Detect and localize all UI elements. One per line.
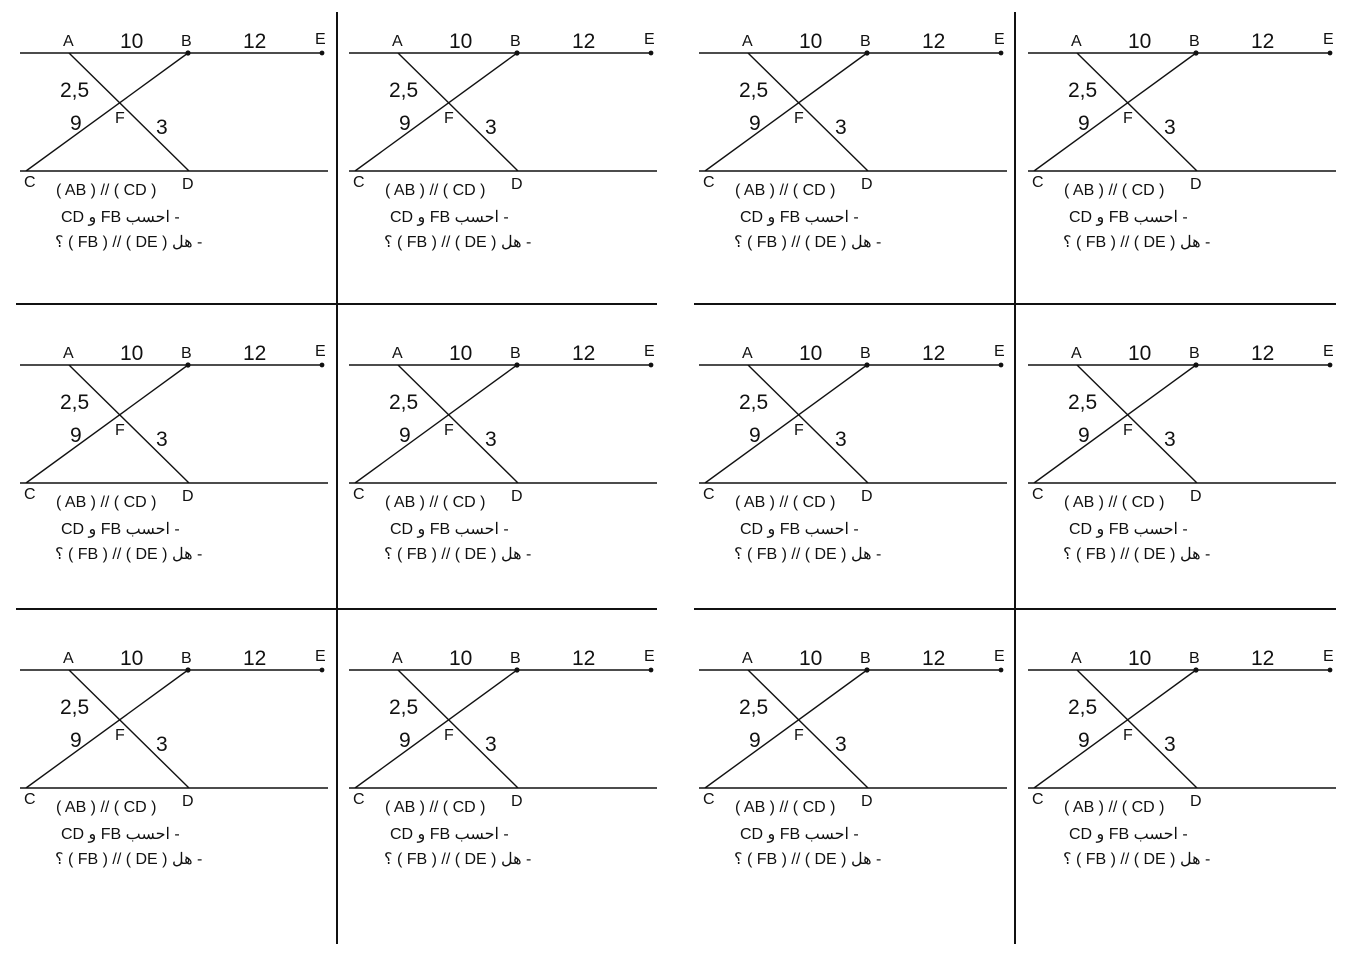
label-point-a: A — [63, 33, 74, 50]
point-b-dot — [514, 50, 519, 55]
label-point-a: A — [1071, 345, 1082, 362]
exercise-card-r2-c2 — [347, 312, 676, 612]
length-cf: 9 — [399, 424, 411, 447]
point-b-dot — [185, 667, 190, 672]
point-b-dot — [185, 362, 190, 367]
segment-ad — [398, 53, 518, 171]
given-parallel: ( AB ) // ( CD ) — [385, 494, 486, 511]
point-e-dot — [320, 668, 325, 673]
label-point-d: D — [182, 176, 194, 193]
label-point-d: D — [1190, 793, 1202, 810]
label-point-f: F — [444, 110, 454, 127]
exercise-card-r1-c3 — [697, 0, 1026, 300]
label-point-f: F — [115, 422, 125, 439]
question-compute: - احسب FB و CD — [390, 826, 509, 843]
given-parallel: ( AB ) // ( CD ) — [735, 494, 836, 511]
length-be: 12 — [572, 647, 596, 670]
point-e-dot — [320, 363, 325, 368]
label-point-a: A — [742, 345, 753, 362]
given-parallel: ( AB ) // ( CD ) — [735, 799, 836, 816]
question-compute: - احسب FB و CD — [1069, 209, 1188, 226]
segment-cb — [1034, 365, 1196, 483]
label-point-b: B — [860, 345, 871, 362]
segment-cb — [355, 53, 517, 171]
label-point-d: D — [1190, 176, 1202, 193]
segment-ad — [1077, 365, 1197, 483]
segment-cb — [705, 53, 867, 171]
length-af: 2,5 — [389, 696, 419, 719]
length-be: 12 — [572, 30, 596, 53]
label-point-c: C — [1032, 174, 1044, 191]
label-point-c: C — [24, 791, 36, 808]
label-point-a: A — [392, 33, 403, 50]
point-b-dot — [514, 667, 519, 672]
exercise-card-r2-c1 — [18, 312, 347, 612]
length-ab: 10 — [799, 647, 823, 670]
label-point-a: A — [742, 33, 753, 50]
label-point-a: A — [63, 650, 74, 667]
length-ab: 10 — [120, 30, 144, 53]
segment-ad — [748, 53, 868, 171]
question-compute: - احسب FB و CD — [61, 209, 180, 226]
segment-cb — [26, 365, 188, 483]
label-point-a: A — [63, 345, 74, 362]
length-af: 2,5 — [739, 391, 769, 414]
segment-ad — [69, 670, 189, 788]
label-point-a: A — [392, 650, 403, 667]
length-af: 2,5 — [739, 696, 769, 719]
length-cf: 9 — [1078, 424, 1090, 447]
point-b-dot — [864, 362, 869, 367]
label-point-f: F — [794, 110, 804, 127]
length-cf: 9 — [70, 729, 82, 752]
given-parallel: ( AB ) // ( CD ) — [56, 494, 157, 511]
question-parallel: - هل ( DE ) // ( FB ) ؟ — [1063, 546, 1211, 563]
exercise-card-r2-c4 — [1026, 312, 1355, 612]
length-cf: 9 — [399, 729, 411, 752]
given-parallel: ( AB ) // ( CD ) — [385, 799, 486, 816]
label-point-e: E — [644, 343, 655, 360]
label-point-d: D — [182, 793, 194, 810]
point-b-dot — [1193, 50, 1198, 55]
given-parallel: ( AB ) // ( CD ) — [1064, 494, 1165, 511]
question-compute: - احسب FB و CD — [740, 826, 859, 843]
question-parallel: - هل ( DE ) // ( FB ) ؟ — [734, 546, 882, 563]
segment-ad — [748, 670, 868, 788]
length-ab: 10 — [799, 342, 823, 365]
length-fd: 3 — [156, 116, 168, 139]
length-be: 12 — [243, 647, 267, 670]
label-point-b: B — [510, 345, 521, 362]
label-point-d: D — [861, 176, 873, 193]
label-point-f: F — [444, 422, 454, 439]
length-be: 12 — [1251, 30, 1275, 53]
length-af: 2,5 — [1068, 696, 1098, 719]
length-ab: 10 — [449, 342, 473, 365]
label-point-d: D — [861, 793, 873, 810]
length-cf: 9 — [399, 112, 411, 135]
question-compute: - احسب FB و CD — [1069, 521, 1188, 538]
label-point-f: F — [444, 727, 454, 744]
length-cf: 9 — [70, 424, 82, 447]
length-cf: 9 — [749, 112, 761, 135]
label-point-e: E — [994, 343, 1005, 360]
label-point-e: E — [315, 343, 326, 360]
given-parallel: ( AB ) // ( CD ) — [385, 182, 486, 199]
label-point-c: C — [1032, 791, 1044, 808]
length-ab: 10 — [1128, 647, 1152, 670]
question-compute: - احسب FB و CD — [1069, 826, 1188, 843]
length-cf: 9 — [749, 729, 761, 752]
label-point-b: B — [181, 345, 192, 362]
length-af: 2,5 — [1068, 79, 1098, 102]
segment-cb — [705, 670, 867, 788]
segment-cb — [355, 670, 517, 788]
length-fd: 3 — [156, 428, 168, 451]
point-b-dot — [185, 50, 190, 55]
length-fd: 3 — [835, 116, 847, 139]
length-cf: 9 — [749, 424, 761, 447]
label-point-b: B — [510, 650, 521, 667]
label-point-f: F — [1123, 422, 1133, 439]
point-b-dot — [1193, 362, 1198, 367]
length-af: 2,5 — [389, 79, 419, 102]
length-ab: 10 — [1128, 342, 1152, 365]
label-point-e: E — [644, 31, 655, 48]
length-af: 2,5 — [739, 79, 769, 102]
point-b-dot — [864, 667, 869, 672]
label-point-e: E — [994, 648, 1005, 665]
exercise-card-r3-c4 — [1026, 617, 1355, 917]
question-parallel: - هل ( DE ) // ( FB ) ؟ — [734, 851, 882, 868]
length-ab: 10 — [120, 342, 144, 365]
question-parallel: - هل ( DE ) // ( FB ) ؟ — [384, 851, 532, 868]
point-e-dot — [999, 363, 1004, 368]
point-b-dot — [1193, 667, 1198, 672]
label-point-a: A — [1071, 650, 1082, 667]
label-point-f: F — [1123, 110, 1133, 127]
label-point-c: C — [353, 486, 365, 503]
label-point-c: C — [353, 791, 365, 808]
length-af: 2,5 — [60, 391, 90, 414]
length-af: 2,5 — [389, 391, 419, 414]
label-point-d: D — [1190, 488, 1202, 505]
question-parallel: - هل ( DE ) // ( FB ) ؟ — [384, 234, 532, 251]
exercise-card-r1-c1 — [18, 0, 347, 300]
label-point-e: E — [644, 648, 655, 665]
point-e-dot — [1328, 668, 1333, 673]
point-e-dot — [999, 51, 1004, 56]
length-fd: 3 — [485, 733, 497, 756]
segment-cb — [26, 53, 188, 171]
label-point-d: D — [861, 488, 873, 505]
point-e-dot — [999, 668, 1004, 673]
exercise-card-r2-c3 — [697, 312, 1026, 612]
label-point-f: F — [115, 110, 125, 127]
question-parallel: - هل ( DE ) // ( FB ) ؟ — [1063, 234, 1211, 251]
length-be: 12 — [572, 342, 596, 365]
length-ab: 10 — [449, 647, 473, 670]
point-b-dot — [864, 50, 869, 55]
segment-cb — [1034, 53, 1196, 171]
label-point-f: F — [794, 422, 804, 439]
label-point-d: D — [511, 793, 523, 810]
segment-ad — [398, 365, 518, 483]
label-point-e: E — [1323, 31, 1334, 48]
point-e-dot — [649, 668, 654, 673]
length-cf: 9 — [70, 112, 82, 135]
label-point-b: B — [1189, 345, 1200, 362]
label-point-b: B — [1189, 33, 1200, 50]
segment-ad — [398, 670, 518, 788]
segment-cb — [1034, 670, 1196, 788]
exercise-card-r3-c3 — [697, 617, 1026, 917]
length-fd: 3 — [835, 733, 847, 756]
label-point-d: D — [511, 488, 523, 505]
length-be: 12 — [922, 647, 946, 670]
label-point-c: C — [703, 174, 715, 191]
segment-ad — [1077, 670, 1197, 788]
question-parallel: - هل ( DE ) // ( FB ) ؟ — [384, 546, 532, 563]
label-point-b: B — [181, 33, 192, 50]
label-point-c: C — [24, 486, 36, 503]
length-fd: 3 — [156, 733, 168, 756]
exercise-card-r3-c2 — [347, 617, 676, 917]
given-parallel: ( AB ) // ( CD ) — [1064, 799, 1165, 816]
length-be: 12 — [243, 342, 267, 365]
point-e-dot — [1328, 51, 1333, 56]
label-point-c: C — [1032, 486, 1044, 503]
question-compute: - احسب FB و CD — [740, 521, 859, 538]
length-be: 12 — [922, 30, 946, 53]
label-point-b: B — [860, 33, 871, 50]
segment-cb — [26, 670, 188, 788]
label-point-e: E — [1323, 648, 1334, 665]
label-point-b: B — [860, 650, 871, 667]
question-parallel: - هل ( DE ) // ( FB ) ؟ — [734, 234, 882, 251]
given-parallel: ( AB ) // ( CD ) — [56, 182, 157, 199]
label-point-e: E — [315, 31, 326, 48]
label-point-c: C — [703, 791, 715, 808]
label-point-c: C — [353, 174, 365, 191]
segment-ad — [69, 365, 189, 483]
label-point-b: B — [1189, 650, 1200, 667]
length-af: 2,5 — [60, 696, 90, 719]
given-parallel: ( AB ) // ( CD ) — [56, 799, 157, 816]
label-point-d: D — [182, 488, 194, 505]
segment-ad — [748, 365, 868, 483]
question-compute: - احسب FB و CD — [61, 521, 180, 538]
segment-ad — [1077, 53, 1197, 171]
question-parallel: - هل ( DE ) // ( FB ) ؟ — [55, 546, 203, 563]
length-fd: 3 — [1164, 733, 1176, 756]
length-ab: 10 — [120, 647, 144, 670]
length-fd: 3 — [1164, 116, 1176, 139]
point-b-dot — [514, 362, 519, 367]
length-be: 12 — [243, 30, 267, 53]
label-point-c: C — [703, 486, 715, 503]
point-e-dot — [1328, 363, 1333, 368]
label-point-a: A — [1071, 33, 1082, 50]
length-ab: 10 — [449, 30, 473, 53]
question-compute: - احسب FB و CD — [740, 209, 859, 226]
length-af: 2,5 — [1068, 391, 1098, 414]
question-parallel: - هل ( DE ) // ( FB ) ؟ — [55, 851, 203, 868]
point-e-dot — [649, 363, 654, 368]
exercise-card-r1-c4 — [1026, 0, 1355, 300]
label-point-b: B — [181, 650, 192, 667]
given-parallel: ( AB ) // ( CD ) — [1064, 182, 1165, 199]
label-point-c: C — [24, 174, 36, 191]
given-parallel: ( AB ) // ( CD ) — [735, 182, 836, 199]
length-cf: 9 — [1078, 112, 1090, 135]
question-compute: - احسب FB و CD — [61, 826, 180, 843]
length-fd: 3 — [485, 116, 497, 139]
point-e-dot — [320, 51, 325, 56]
exercise-card-r3-c1 — [18, 617, 347, 917]
label-point-a: A — [392, 345, 403, 362]
length-be: 12 — [1251, 647, 1275, 670]
length-fd: 3 — [1164, 428, 1176, 451]
label-point-e: E — [994, 31, 1005, 48]
label-point-d: D — [511, 176, 523, 193]
length-be: 12 — [1251, 342, 1275, 365]
label-point-f: F — [794, 727, 804, 744]
question-parallel: - هل ( DE ) // ( FB ) ؟ — [55, 234, 203, 251]
length-fd: 3 — [485, 428, 497, 451]
label-point-e: E — [315, 648, 326, 665]
length-fd: 3 — [835, 428, 847, 451]
label-point-f: F — [1123, 727, 1133, 744]
label-point-e: E — [1323, 343, 1334, 360]
label-point-f: F — [115, 727, 125, 744]
segment-cb — [705, 365, 867, 483]
label-point-a: A — [742, 650, 753, 667]
question-compute: - احسب FB و CD — [390, 209, 509, 226]
exercise-card-r1-c2 — [347, 0, 676, 300]
segment-cb — [355, 365, 517, 483]
label-point-b: B — [510, 33, 521, 50]
length-ab: 10 — [1128, 30, 1152, 53]
point-e-dot — [649, 51, 654, 56]
length-cf: 9 — [1078, 729, 1090, 752]
question-parallel: - هل ( DE ) // ( FB ) ؟ — [1063, 851, 1211, 868]
length-be: 12 — [922, 342, 946, 365]
segment-ad — [69, 53, 189, 171]
length-ab: 10 — [799, 30, 823, 53]
length-af: 2,5 — [60, 79, 90, 102]
question-compute: - احسب FB و CD — [390, 521, 509, 538]
